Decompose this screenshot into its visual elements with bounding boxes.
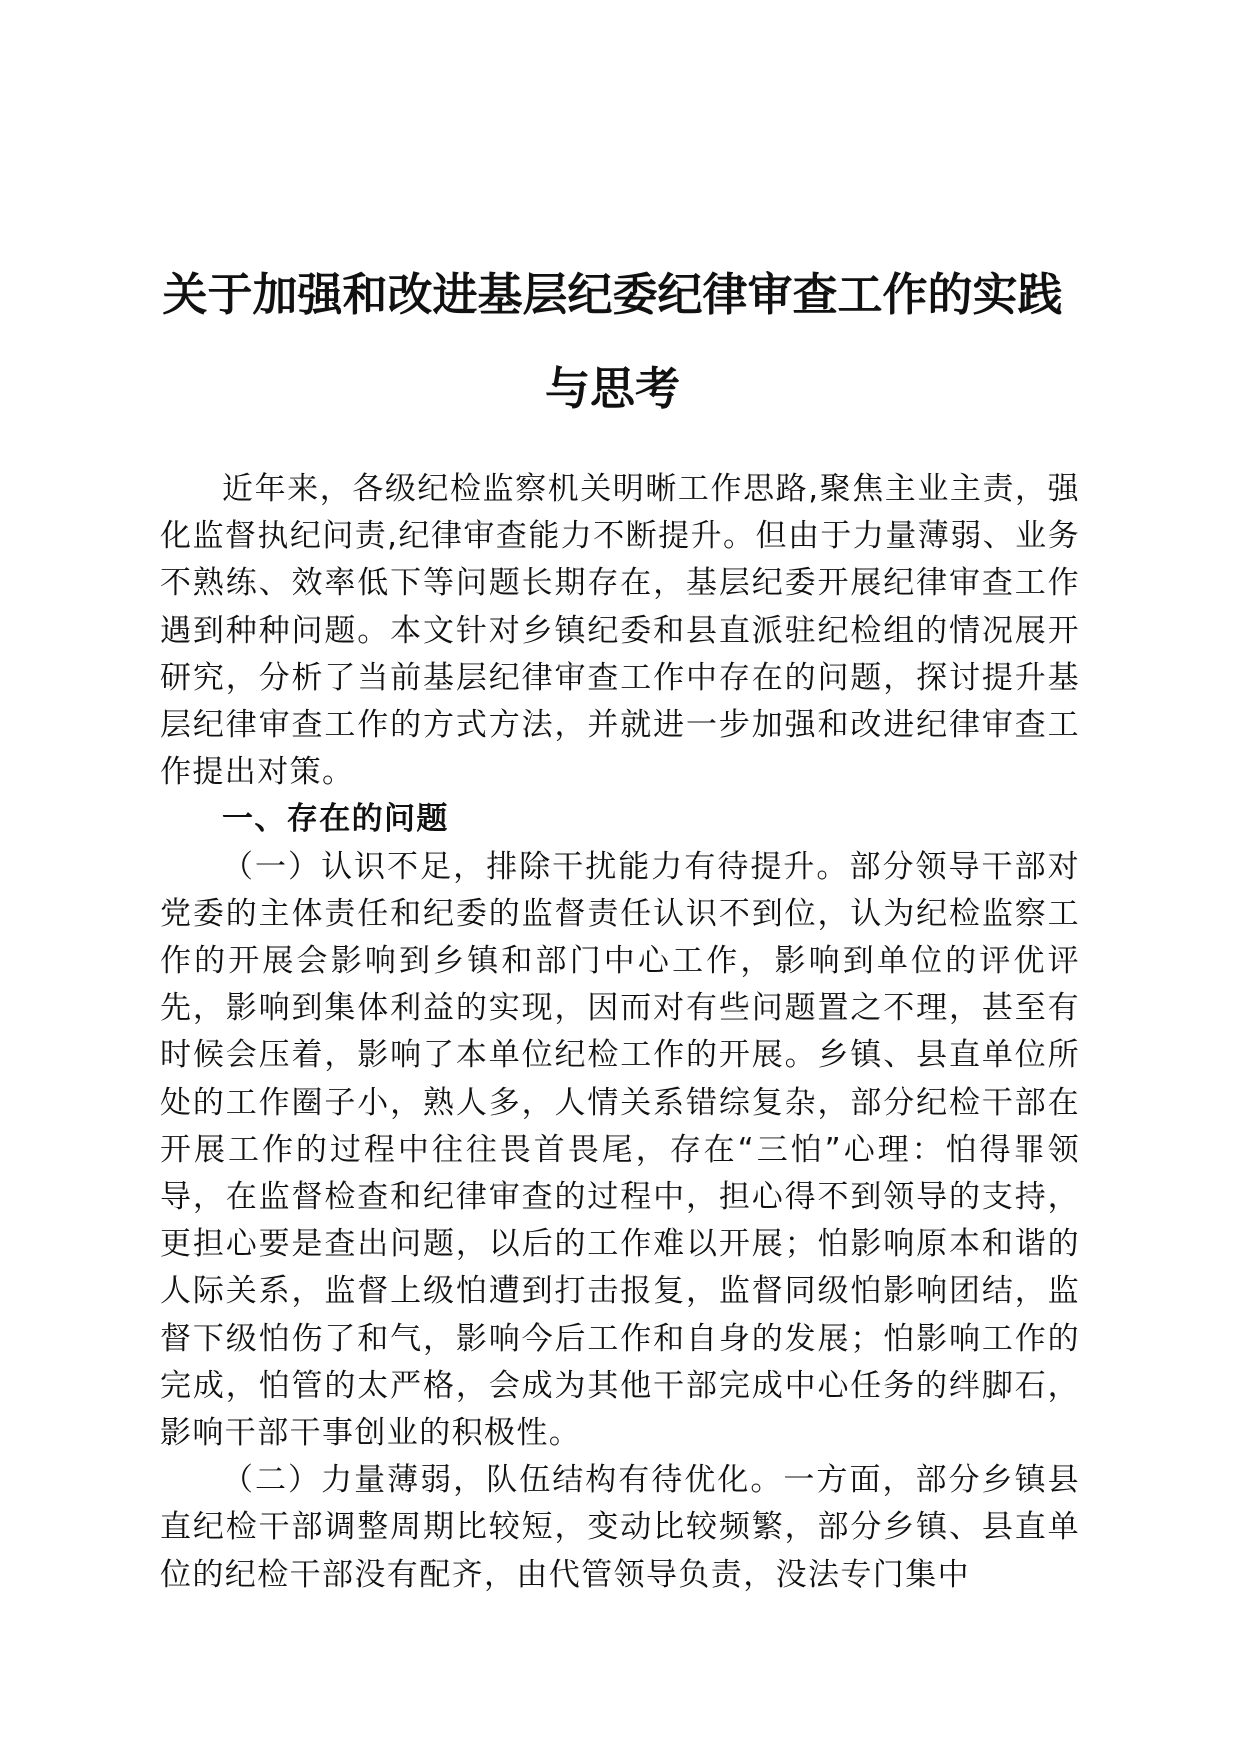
intro-paragraph: 近年来，各级纪检监察机关明晰工作思路,聚焦主业主责，强化监督执纪问责,纪律审查能力不断提升。但由于力量薄弱、业务不熟练、效率低下等问题长期存在，基层纪委开展纪律审查工作遇到种种问题。本文针对乡镇纪委和县直派驻纪检组的情况展开研究，分析了当前基层纪律审查工作中存在的问题，探讨提升基层纪律审查工作的方式方法，并就进一步加强和改进纪律审查工作提出对策。 xyxy=(160,471,1080,791)
title-line-2: 与思考 xyxy=(544,362,680,415)
document-body xyxy=(160,466,1080,1599)
problem-item-2: （二）力量薄弱，队伍结构有待优化。一方面，部分乡镇县直纪检干部调整周期比较短，变动比较频繁，部分乡镇、县直单位的纪检干部没有配齐，由代管领导负责，没法专门集中 xyxy=(160,1462,1080,1593)
problem-item-1: （一）认识不足，排除干扰能力有待提升。部分领导干部对党委的主体责任和纪委的监督责任认识不到位，认为纪检监察工作的开展会影响到乡镇和部门中心工作，影响到单位的评优评先，影响到集体利益的实现，因而对有些问题置之不理，甚至有时候会压着，影响了本单位纪检工作的开展。乡镇、县直单位所处的工作圈子小，熟人多，人情关系错综复杂，部分纪检干部在开展工作的过程中往往畏首畏尾，存在“三怕”心理：怕得罪领导，在监督检查和纪律审查的过程中，担心得不到领导的支持，更担心要是查出问题，以后的工作难以开展；怕影响原本和谐的人际关系，监督上级怕遭到打击报复，监督同级怕影响团结，监督下级怕伤了和气，影响今后工作和自身的发展；怕影响工作的完成，怕管的太严格，会成为其他干部完成中心任务的绊脚石，影响干部干事创业的积极性。 xyxy=(160,848,1080,1452)
document-title xyxy=(140,248,1085,436)
section-heading-problems: 一、存在的问题 xyxy=(222,801,449,838)
title-line-1: 关于加强和改进基层纪委纪律审查工作的实践 xyxy=(162,268,1063,321)
